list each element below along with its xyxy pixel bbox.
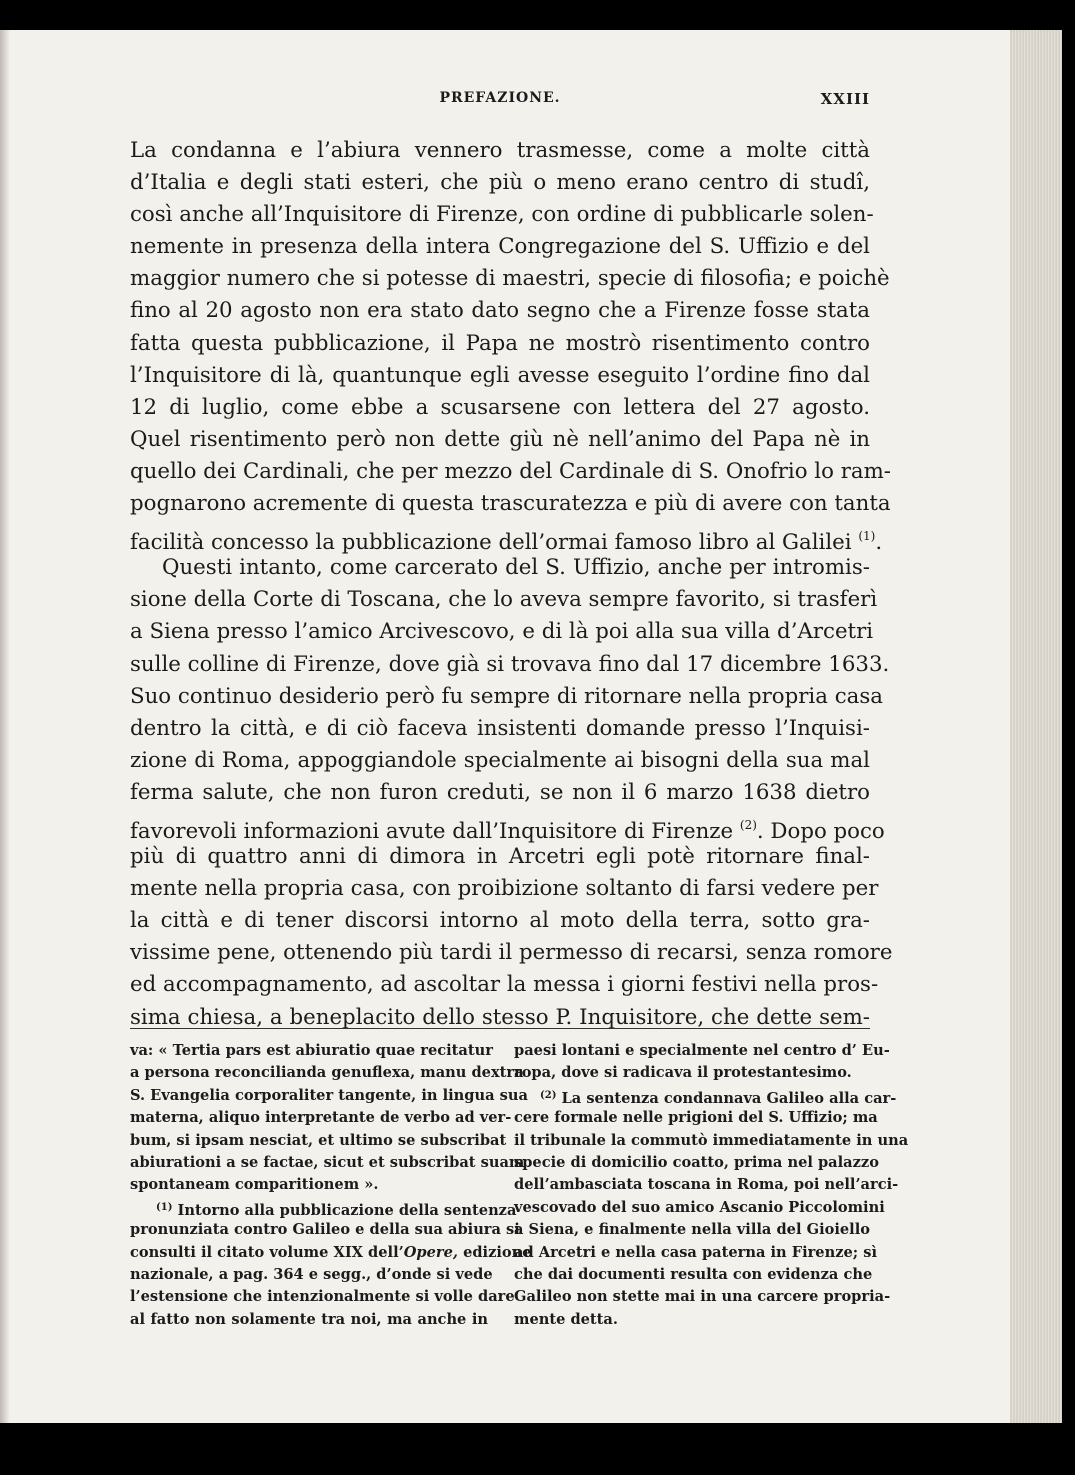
footnote-line: va: « Tertia pars est abiuratio quae recitatur xyxy=(130,1042,493,1059)
text-line: fino al 20 agosto non era stato dato segno che a Firenze fosse stata xyxy=(130,298,870,324)
text-segment: . xyxy=(875,530,883,556)
text-line: La condanna e l’abiura vennero trasmesse, come a molte città xyxy=(130,138,870,163)
footnote-divider xyxy=(130,1028,870,1029)
text-line: così anche all’Inquisitore di Firenze, con ordine di pubblicarle solen- xyxy=(130,202,874,228)
footnote-line: dell’ambasciata toscana in Roma, poi nell’arci- xyxy=(514,1176,899,1194)
text-segment: facilità concesso la pubblicazione dell’ormai famoso libro al Galilei xyxy=(130,530,852,556)
text-line: sione della Corte di Toscana, che lo aveva sempre favorito, si trasferì xyxy=(130,587,878,613)
footnote-line: al fatto non solamente tra noi, ma anche in xyxy=(130,1310,488,1328)
book-title: Opere, xyxy=(403,1243,458,1261)
footnote-line: che dai documenti resulta con evidenza che xyxy=(514,1265,873,1283)
footnote-line: paesi lontani e specialmente nel centro d’ Eu- xyxy=(514,1042,890,1059)
footnote-line: materna, aliquo interpretante de verbo ad ver- xyxy=(130,1109,512,1127)
text-line: dentro la città, e di ciò faceva insistenti domande presso l’Inquisi- xyxy=(130,715,870,741)
text-line: Questi intanto, come carcerato del S. Uffizio, anche per intromis- xyxy=(162,555,870,581)
text-line: più di quattro anni di dimora in Arcetri egli potè ritornare final- xyxy=(130,844,870,870)
footnote-line: S. Evangelia corporaliter tangente, in lingua sua xyxy=(130,1086,528,1104)
text-line: quello dei Cardinali, che per mezzo del Cardinale di S. Onofrio lo ram- xyxy=(130,458,891,484)
text-line: a Siena presso l’amico Arcivescovo, e di là poi alla sua villa d’Arcetri xyxy=(130,619,874,645)
footnote-text: edizione xyxy=(457,1243,532,1261)
footnote-line: l’estensione che intenzionalmente si volle dare xyxy=(130,1288,515,1306)
footnote-line: a Siena, e finalmente nella villa del Gioiello xyxy=(514,1221,870,1239)
footnote-line-with-italic xyxy=(130,1242,532,1264)
page-number: XXIII xyxy=(820,90,870,108)
footnote-line: pronunziata contro Galileo e della sua abiura si xyxy=(130,1221,520,1239)
text-line-paragraph-end xyxy=(130,520,883,556)
text-segment: . Dopo poco xyxy=(756,818,885,844)
main-text xyxy=(130,135,893,1034)
footnote-text: La sentenza condannava Galileo alla car- xyxy=(561,1089,897,1107)
footnote-line: bum, si ipsam nesciat, et ultimo se subscribat xyxy=(130,1131,507,1149)
footnote-1-start xyxy=(130,1197,517,1219)
footnote-line: nazionale, a pag. 364 e segg., d’onde si vede xyxy=(130,1265,493,1283)
text-line: Quel risentimento però non dette giù nè nell’animo del Papa nè in xyxy=(130,426,870,452)
footnote-line: a persona reconcilianda genuflexa, manu dextra xyxy=(130,1064,524,1082)
text-line: ed accompagnamento, ad ascoltar la messa i giorni festivi nella pros- xyxy=(130,972,879,998)
text-line: l’Inquisitore di là, quantunque egli avesse eseguito l’ordine fino dal xyxy=(130,362,870,388)
footnote-2-start xyxy=(514,1085,897,1107)
footnote-line: cere formale nelle prigioni del S. Uffizio; ma xyxy=(514,1109,878,1127)
footnote-line: vescovado del suo amico Ascanio Piccolomini xyxy=(514,1198,885,1216)
text-line: d’Italia e degli stati esteri, che più o meno erano centro di studî, xyxy=(130,170,870,196)
footnotes-left-column xyxy=(130,1040,532,1331)
footnote-line: il tribunale la commutò immediatamente in una xyxy=(514,1131,909,1149)
text-line: mente nella propria casa, con proibizione soltanto di farsi vedere per xyxy=(130,876,879,902)
footnote-line: Galileo non stette mai in una carcere propria- xyxy=(514,1288,891,1306)
footnote-2-mark: (2) xyxy=(540,1089,557,1101)
running-title: PREFAZIONE. xyxy=(439,90,561,106)
footnotes-right-column xyxy=(514,1040,909,1331)
text-line: ferma salute, che non furon creduti, se non il 6 marzo 1638 dietro xyxy=(130,779,870,805)
text-line: vissime pene, ottenendo più tardi il permesso di recarsi, senza romore xyxy=(130,940,893,966)
text-line: Suo continuo desiderio però fu sempre di ritornare nella propria casa xyxy=(130,683,883,709)
gutter-shadow xyxy=(0,30,10,1423)
text-line: 12 di luglio, come ebbe a scusarsene con lettera del 27 agosto. xyxy=(130,394,870,420)
text-line: fatta questa pubblicazione, il Papa ne mostrò risentimento contro xyxy=(130,330,870,356)
footnote-line: ropa, dove si radicava il protestantesimo. xyxy=(514,1064,852,1082)
footnote-ref-1[interactable]: (1) xyxy=(858,529,876,544)
text-line: zione di Roma, appoggiandole specialmente ai bisogni della sua mal xyxy=(130,747,870,773)
text-line: nemente in presenza della intera Congregazione del S. Uffizio e del xyxy=(130,234,870,260)
text-line: maggior numero che si potesse di maestri, specie di filosofia; e poichè xyxy=(130,266,890,292)
footnote-text: consulti il citato volume XIX dell’ xyxy=(130,1243,404,1261)
text-line: sulle colline di Firenze, dove già si trovava fino dal 17 dicembre 1633. xyxy=(130,651,890,677)
text-segment: favorevoli informazioni avute dall’Inquisitore di Firenze xyxy=(130,818,734,844)
text-line: pognarono acremente di questa trascuratezza e più di avere con tanta xyxy=(130,491,891,517)
text-line-with-ref xyxy=(130,809,885,844)
footnote-line: mente detta. xyxy=(514,1310,618,1328)
text-line: sima chiesa, a beneplacito dello stesso P. Inquisitore, che dette sem- xyxy=(130,1004,870,1030)
footnote-1-mark: (1) xyxy=(156,1201,173,1213)
footnote-line: specie di domicilio coatto, prima nel palazzo xyxy=(514,1153,879,1171)
footnote-line: abiurationi a se factae, sicut et subscribat suam xyxy=(130,1153,525,1171)
footnote-line: spontaneam comparitionem ». xyxy=(130,1176,379,1194)
text-line: la città e di tener discorsi intorno al moto della terra, sotto gra- xyxy=(130,908,870,934)
footnote-ref-2[interactable]: (2) xyxy=(739,817,757,832)
footnote-text: Intorno alla pubblicazione della sentenza xyxy=(177,1201,517,1219)
footnote-line: ad Arcetri e nella casa paterna in Firenze; sì xyxy=(514,1243,878,1261)
page-edge xyxy=(1010,30,1062,1423)
running-header xyxy=(130,90,870,114)
